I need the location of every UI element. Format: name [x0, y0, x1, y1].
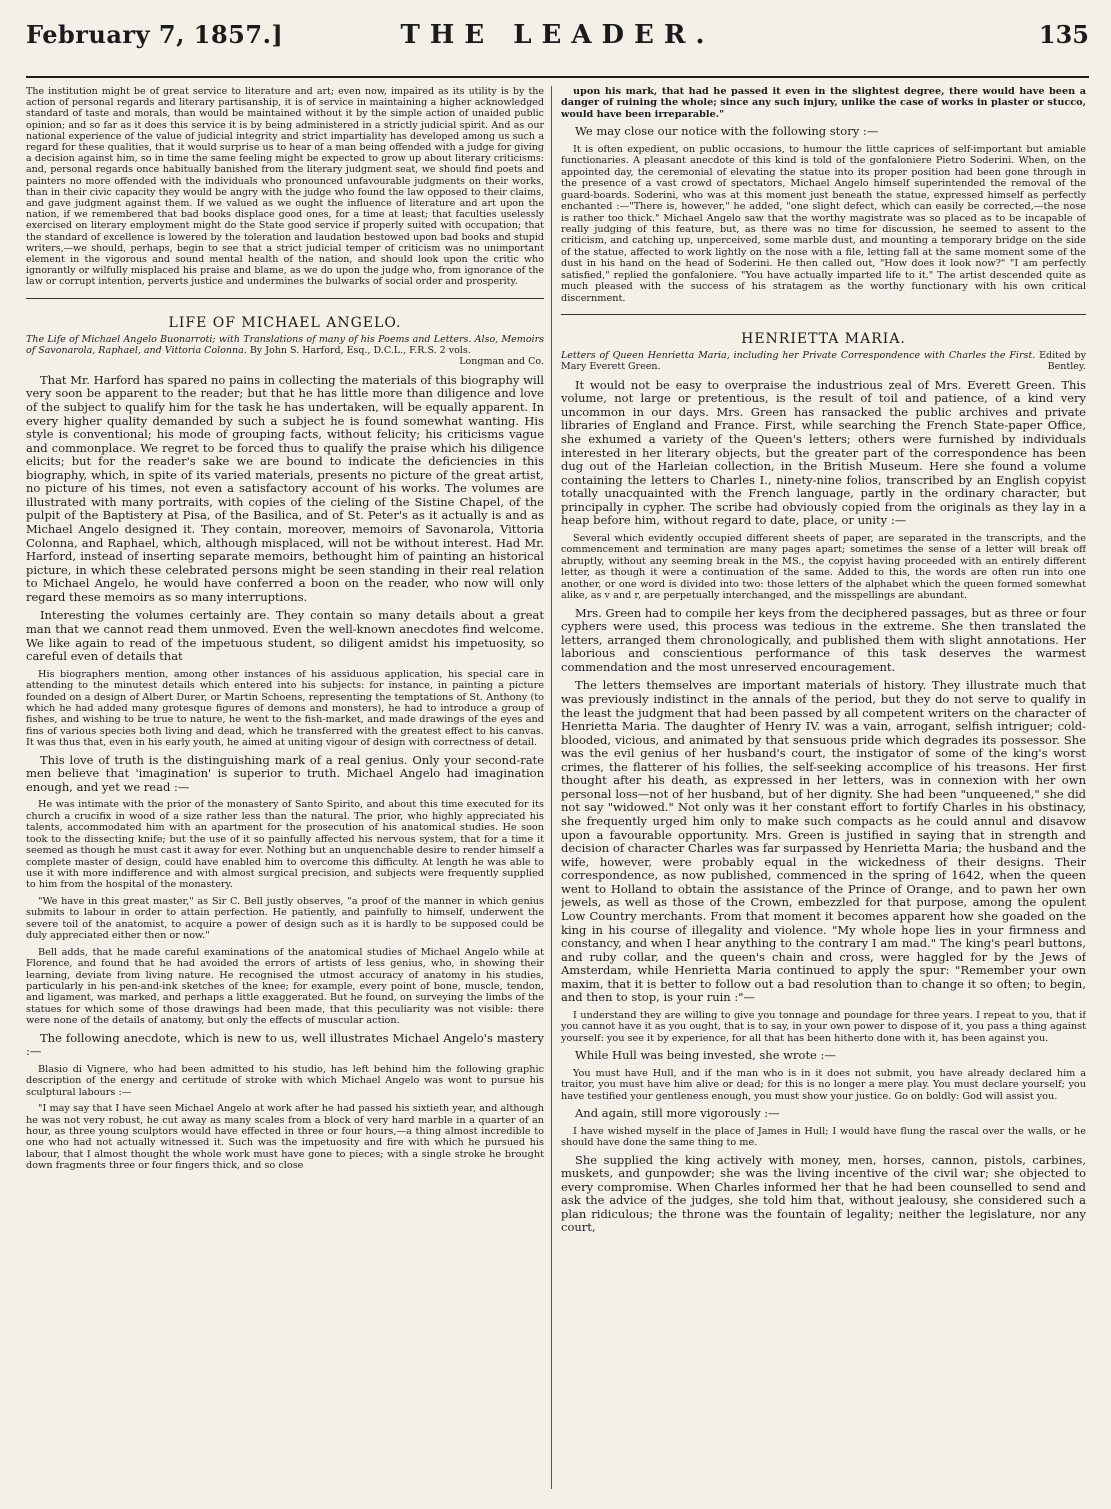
book-author: By John S. Harford, Esq., D.C.L., F.R.S. 2 vols. [249, 345, 471, 357]
quoted-passage: Several which evidently occupied different sheets of paper, are separated in the transcripts, and the commencement and termination are many pages apart; sometimes the sense of a letter will break off abruptly, without any seeming break in the MS., the copyist having proceeded with an entirely different letter, as though it were a continuation of the same. Added to this, the words are often run into one another, or one word is divided into two: those letters of the alphabet which the queen formed somewhat alike, as v and r, are perpetually interchanged, and the misspellings are abundant. [561, 532, 1086, 602]
masthead-title: THE LEADER. [400, 20, 715, 50]
page-header [26, 14, 1089, 78]
book-title: Letters of Queen Henrietta Maria, including her Private Correspondence with Charles the First. [561, 350, 1036, 361]
section-divider [26, 298, 544, 299]
quoted-passage: upon his mark, that had he passed it even in the slightest degree, there would have been a danger of ruining the whole; since any such injury, unlike the case of works in plaster or stucco, would have been irreparable." [561, 86, 1086, 120]
intro-paragraph: The institution might be of great service to literature and art; even now, impaired as its utility is by the action of personal regards and literary partisanship, it is of service in maintaining a higher acknowledged standard of taste and morals, than would be maintained without it by the simple action of unaided public opinion; and so far as it does this service it is by being administered in a strictly judicial spirit. And as our national experience of the value of judicial integrity and strict impartiality has developed among us such a regard for these qualities, that it would surprise us to hear of a man being offended with a judge for giving a decision against him, so in time the same feeling might be expected to grow up about literary criticisms: and, personal regards once habitually banished from the literary judgment seat, we should find poets and painters no more offended with the individuals who pronounced unfavourable judgments on their works, than in their civic capacity they would be angry with the judge who found the law opposed to their claims, and gave judgment against them. If we valued as we ought the influence of literature and art upon the nation, if we remembered that bad books displace good ones, for a time at least; that faculties uselessly exercised on literary employment might do the State good service if properly suited with occupation; that the standard of excellence is lowered by the toleration and laudation bestowed upon bad books and stupid writers,—we should, perhaps, begin to see that a strict judicial temper of criticism was no unimportant element in the vigorous and sound mental health of the nation, and should look upon the critic who ignorantly or wilfully misplaced his praise and blame, as we do upon the judge who, from ignorance of the law or corrupt intention, perverts justice and undermines the bulwarks of social order and prosperity. [26, 86, 544, 288]
quoted-passage: It is often expedient, on public occasions, to humour the little caprices of self-important but amiable functionaries. A pleasant anecdote of this kind is told of the gonfaloniere Pietro Soderini. When, on the appointed day, the ceremonial of elevating the statue into its proper position had been gone through in the presence of a vast crowd of spectators, Michael Angelo himself superintended the removal of the guard-boards. Soderini, who was at this moment just beneath the statue, expressed himself as perfectly enchanted :—"There is, however," he added, "one slight defect, which can easily be corrected,—the nose is rather too thick." Michael Angelo saw that the worthy magistrate was so placed as to be incapable of really judging of this feature, but, as there was no time for discussion, he seemed to assent to the criticism, and catching up, unperceived, some marble dust, and mounting a temporary bridge on the side of the statue, affected to work lightly on the nose with a file, letting fall at the same moment some of the dust in his hand on the head of Soderini. He then called out, "How does it look now?" "I am perfectly satisfied," replied the gonfaloniere. "You have actually imparted life to it." The artist descended quite as much pleased with the success of his stratagem as the worthy functionary with his own critical discernment. [561, 143, 1086, 304]
book-publisher: Bentley. [1047, 361, 1086, 373]
quoted-passage: "We have in this great master," as Sir C. Bell justly observes, "a proof of the manner in which genius submits to labour in order to attain perfection. He patiently, and painfully to himself, underwent the severe toil of the anatomist, to acquire a power of design such as it is hardly to be supposed could be duly appreciated either then or now." [26, 895, 544, 942]
body-paragraph: And again, still more vigorously :— [575, 1106, 780, 1121]
body-paragraph: While Hull was being invested, she wrote :— [575, 1048, 836, 1063]
book-citation [561, 350, 1086, 373]
book-publisher: Longman and Co. [459, 356, 544, 368]
quoted-passage: You must have Hull, and if the man who is in it does not submit, you have already declared him a traitor, you must have him alive or dead; for this is no longer a mere play. You must declare yourself; you have testified your gentleness enough, you must show your justice. Go on boldly: God will assist you. [561, 1067, 1086, 1102]
body-paragraph: That Mr. Harford has spared no pains in collecting the materials of this biography will very soon be apparent to the reader; but that he has little more than diligence and love of the subject to qualify him for the task he has undertaken, will be equally apparent. In every higher quality demanded by such a subject he is found somewhat wanting. His style is conventional; his mode of grouping facts, without felicity; his criticisms vague and commonplace. We regret to be forced thus to qualify the praise which his diligence elicits; but for the reader's sake we are bound to indicate the deficiencies in this biography, which, in spite of its varied materials, presents no picture of the great artist, no picture of his times, not even a satisfactory account of his works. The volumes are illustrated with many portraits, with copies of the cieling of the Sistine Chapel, of the pulpit of the Baptistery at Pisa, of the Basilica, and of St. Peter's as it actually is and as Michael Angelo designed it. They contain, moreover, memoirs of Savonarola, Vittoria Colonna, and Raphael, which, although misplaced, will not be without interest. Had Mr. Harford, instead of inserting separate memoirs, bethought him of painting an historical picture, in which these celebrated persons might be seen standing in their real relation to Michael Angelo, he would have conferred a boon on the reader, who now will only regard these memoirs as so many interruptions. [26, 372, 544, 604]
book-citation [26, 334, 544, 368]
body-paragraph: Interesting the volumes certainly are. They contain so many details about a great man that we cannot read them unmoved. Even the well-known anecdotes find welcome. We like again to read of the impetuous student, so diligent amidst his impetuosity, so careful even of details that [26, 608, 544, 664]
column-rule [551, 86, 552, 1489]
left-column [26, 86, 544, 1489]
section-divider [561, 314, 1086, 315]
body-paragraph: It would not be easy to overpraise the industrious zeal of Mrs. Everett Green. This volume, not large or pretentious, is the result of toil and patience, of a kind very uncommon in our days. Mrs. Green has ransacked the public archives and private libraries of England and France. First, while searching the French State-paper Office, she exhumed a variety of the Queen's letters; others were furnished by individuals interested in her literary objects, but the greater part of the correspondence has been dug out of the Harleian collection, in the British Museum. Here she found a volume containing the letters to Charles I., ninety-nine folios, transcribed by an English copyist totally unacquainted with the French language, partly in the ordinary character, but principally in cypher. The scribe had obviously copied from the originals as they lay in a heap before him, without regard to date, place, or unity :— [561, 377, 1086, 528]
quoted-passage: I understand they are willing to give you tonnage and poundage for three years. I repeat to you, that if you cannot have it as you ought, that is to say, in your own power to dispose of it, you pass a thing against yourself: you see it by experience, for all that has been hitherto done with it, has been against you. [561, 1009, 1086, 1044]
quoted-passage: He was intimate with the prior of the monastery of Santo Spirito, and about this time executed for its church a crucifix in wood of a size rather less than the natural. The prior, who highly appreciated his talents, accommodated him with an apartment for the prosecution of his anatomical studies. He soon took to the dissecting knife; but the use of it so painfully affected his nervous system, that for a time it seemed as though he must cast it away for ever. Nothing but an unquenchable desire to render himself a complete master of design, could have enabled him to overcome this difficulty. At length he was able to use it with more indifference and with almost surgical precision, and subjects were frequently supplied to him from the hospital of the monastery. [26, 799, 544, 891]
quoted-passage: "I may say that I have seen Michael Angelo at work after he had passed his sixtieth year, and although he was not very robust, he cut away as many scales from a block of very hard marble in a quarter of an hour, as three young sculptors would have effected in three or four hours,—a thing almost incredible to one who had not actually witnessed it. Such was the impetuosity and fire with which he pursued his labour, that I almost thought the whole work must have gone to pieces; with a single stroke he brought down fragments three or four fingers thick, and so close [26, 1103, 544, 1172]
body-paragraph: Mrs. Green had to compile her keys from the deciphered passages, but as three or four cyphers were used, this process was tedious in the extreme. She then translated the letters, arranged them chronologically, and published them with slight annotations. Her laborious and conscientious performance of this task deserves the warmest commendation and the most unreserved encouragement. [561, 605, 1086, 674]
quoted-passage: His biographers mention, among other instances of his assiduous application, his special care in attending to the minutest details which entered into his subjects: for instance, in painting a picture founded on a design of Albert Durer, or Martin Schoens, representing the temptations of St. Anthony (to which he had added many grotesque figures of demons and monsters), he had to introduce a group of fishes, and wishing to be true to nature, he went to the fish-market, and made drawings of the eyes and fins of various species both living and dead, which he transferred with the greatest effect to his canvas. It was thus that, even in his early youth, he aimed at uniting vigour of design with correctness of detail. [26, 668, 544, 749]
right-column [561, 86, 1086, 1489]
article-heading-michael-angelo: LIFE OF MICHAEL ANGELO. [168, 314, 402, 331]
issue-date: February 7, 1857.] [26, 20, 284, 49]
body-paragraph: The following anecdote, which is new to us, well illustrates Michael Angelo's mastery :— [26, 1030, 544, 1059]
article-heading-henrietta-maria: HENRIETTA MARIA. [741, 331, 906, 347]
body-paragraph: This love of truth is the distinguishing mark of a real genius. Only your second-rate men believe that 'imagination' is superior to truth. Michael Angelo had imagination enough, and yet we read :— [26, 752, 544, 794]
page-number: 135 [1038, 20, 1089, 49]
body-paragraph: She supplied the king actively with money, men, horses, cannon, pistols, carbines, muskets, and gunpowder; she was the living incentive of the civil war; she objected to every compromise. When Charles informed her that he had been counselled to send and ask the advice of the judges, she told him that, without jealousy, she considered such a plan ridiculous; the throne was the fountain of legality; neither the legislature, nor any court, [561, 1152, 1086, 1235]
quoted-passage: Blasio di Vignere, who had been admitted to his studio, has left behind him the following graphic description of the energy and certitude of stroke with which Michael Angelo was wont to pursue his sculptural labours :— [26, 1063, 544, 1098]
quoted-passage: I have wished myself in the place of James in Hull; I would have flung the rascal over the walls, or he should have done the same thing to me. [561, 1125, 1086, 1149]
quoted-passage: Bell adds, that he made careful examinations of the anatomical studies of Michael Angelo while at Florence, and found that he had avoided the errors of artists of less genius, who, in showing their learning, deviate from living nature. He recognised the utmost accuracy of anatomy in his studies, particularly in his pen-and-ink sketches of the knee; for example, every point of bone, muscle, tendon, and ligament, was marked, and perhaps a little exaggerated. But he found, on surveying the limbs of the statues for which some of those drawings had been made, that this peculiarity was not visible: there were none of the details of anatomy, but only the effects of muscular action. [26, 946, 544, 1027]
body-paragraph: We may close our notice with the following story :— [575, 124, 879, 139]
book-title: The Life of Michael Angelo Buonarroti; with Translations of many of his Poems and Letters. Also, Memoirs of Savonarola, Raphael, and Vittoria Colonna. [26, 333, 544, 357]
book-author: Edited by Mary Everett Green. [561, 350, 1086, 373]
body-paragraph: The letters themselves are important materials of history. They illustrate much that was previously indistinct in the annals of the period, but they do not serve to qualify in the least the judgment that had been passed by all competent writers on the character of Henrietta Maria. The daughter of Henry IV. was a vain, arrogant, selfish intriguer; cold-blooded, vicious, and animated by that sensuous pride which degrades its possessor. She was the evil genius of her husband's court, the instigator of some of the king's worst crimes, the flatterer of his follies, the self-seeking accomplice of his treasons. Her first thought after his death, as expressed in her letters, was in connexion with her own personal loss—not of her husband, but of her dignity. She had been "unqueened," she did not say "widowed." Not only was it her constant effort to fortify Charles in his obstinacy, she frequently urged him only to make such compacts as he could annul and disavow upon a favourable opportunity. Mrs. Green is justified in saying that in strength and decision of character Charles was far surpassed by Henrietta Maria; the husband and the wife, however, were probably equal in the wickedness of their designs. Their correspondence, as now published, commenced in the spring of 1642, when the queen went to Holland to obtain the assistance of the Prince of Orange, and to pawn her own jewels, as well as those of the Crown, embezzled for that purpose, among the opulent Low Country merchants. From that moment it becomes apparent how she goaded on the king in his course of illegality and violence. "My whole hope lies in your firmness and constancy, and when I hear anything to the contrary I am mad." The king's pearl buttons, and ruby collar, and the queen's chain and cross, were haggled for by the Jews of Amsterdam, while Henrietta Maria continued to apply the spur: "Remember your own maxim, that it is better to follow out a bad resolution than to change it so often; to begin, and then to stop, is your ruin :"— [561, 678, 1086, 1005]
